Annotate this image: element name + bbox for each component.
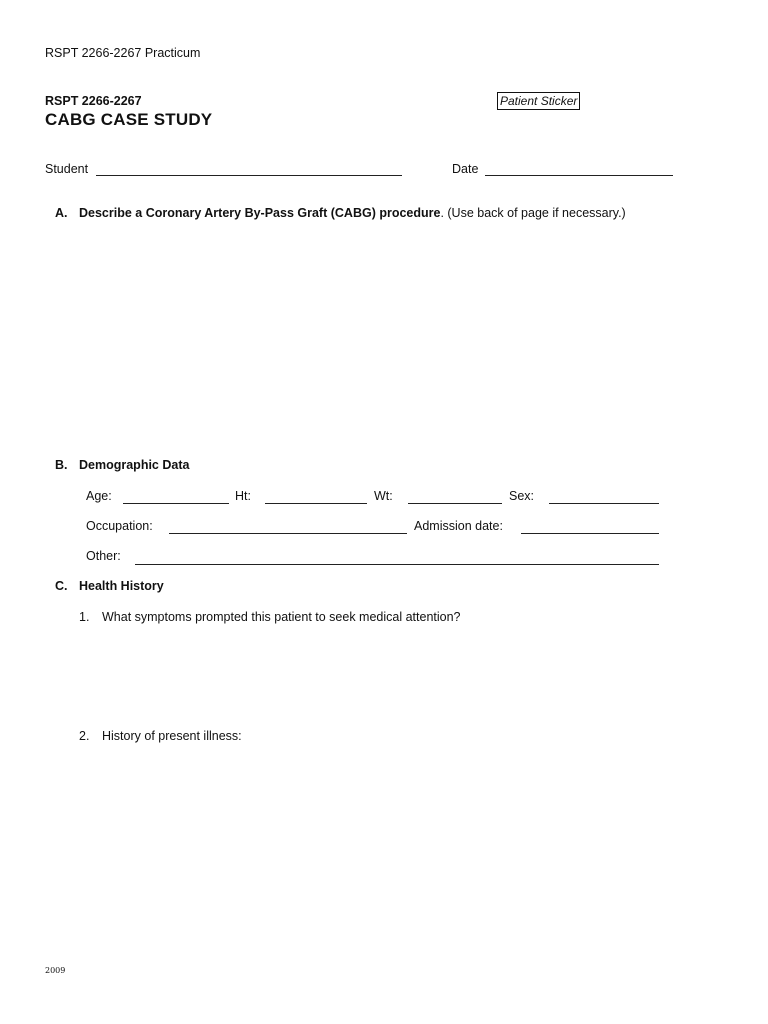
sex-field[interactable] (549, 503, 659, 504)
section-a-prompt-rest: . (Use back of page if necessary.) (440, 206, 626, 220)
running-head: RSPT 2266-2267 Practicum (45, 46, 201, 60)
student-label: Student (45, 162, 89, 176)
section-a-letter: A. (55, 206, 68, 220)
ht-field[interactable] (265, 503, 367, 504)
question-1-text: What symptoms prompted this patient to seek medical attention? (102, 610, 461, 624)
admission-date-label: Admission date: (414, 519, 503, 533)
question-1-answer-area[interactable] (102, 630, 659, 720)
section-c-heading: Health History (79, 579, 164, 593)
question-2-number: 2. (79, 729, 90, 743)
question-1-number: 1. (79, 610, 90, 624)
date-label: Date (452, 162, 479, 176)
ht-label: Ht: (235, 489, 251, 503)
age-field[interactable] (123, 503, 229, 504)
wt-field[interactable] (408, 503, 502, 504)
page-title: CABG CASE STUDY (45, 110, 213, 129)
question-2-text: History of present illness: (102, 729, 242, 743)
sex-label: Sex: (509, 489, 535, 503)
section-b-heading: Demographic Data (79, 458, 190, 472)
admission-date-field[interactable] (521, 533, 659, 534)
question-2-answer-area[interactable] (102, 749, 659, 949)
occupation-label: Occupation: (86, 519, 153, 533)
occupation-field[interactable] (169, 533, 407, 534)
section-b-letter: B. (55, 458, 68, 472)
age-label: Age: (86, 489, 112, 503)
patient-sticker-box: Patient Sticker (497, 92, 580, 110)
student-field[interactable] (96, 175, 402, 176)
other-field[interactable] (135, 564, 659, 565)
section-c-letter: C. (55, 579, 68, 593)
other-label: Other: (86, 549, 121, 563)
section-a-prompt (79, 206, 626, 220)
section-a-prompt-bold: Describe a Coronary Artery By-Pass Graft (CABG) procedure (79, 206, 441, 220)
wt-label: Wt: (374, 489, 393, 503)
section-a-answer-area[interactable] (79, 226, 659, 446)
date-field[interactable] (485, 175, 673, 176)
footer-year: 2009 (45, 966, 66, 975)
course-code: RSPT 2266-2267 (45, 94, 142, 108)
